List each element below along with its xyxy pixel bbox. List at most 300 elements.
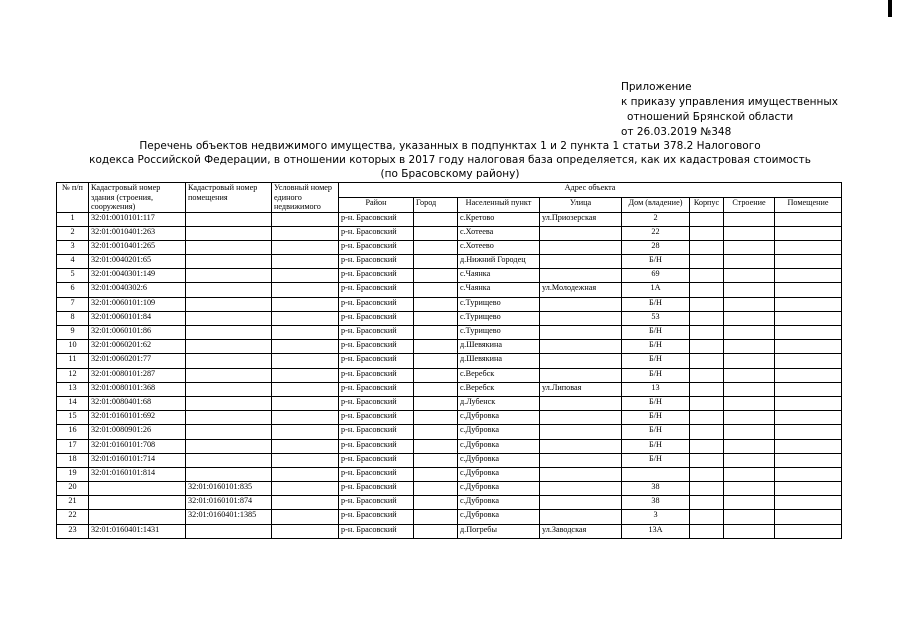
appendix-line-1: Приложение (621, 81, 692, 93)
stroenie-cell (724, 425, 775, 439)
street-cell (540, 340, 622, 354)
pomeshenie-cell (775, 368, 842, 382)
stroenie-cell (724, 396, 775, 410)
pomeshenie-cell (775, 212, 842, 226)
building-cadastral-cell: 32:01:0080901:26 (89, 425, 186, 439)
stroenie-cell (724, 212, 775, 226)
street-cell: ул.Липовая (540, 382, 622, 396)
complex-number-cell (272, 326, 339, 340)
complex-number-cell (272, 269, 339, 283)
settlement-cell: с.Дубровка (458, 496, 540, 510)
city-cell (414, 283, 458, 297)
room-cadastral-cell (186, 240, 272, 254)
city-cell (414, 354, 458, 368)
table-row (57, 496, 842, 510)
city-cell (414, 439, 458, 453)
pomeshenie-cell (775, 297, 842, 311)
stroenie-cell (724, 524, 775, 538)
city-cell (414, 524, 458, 538)
street-cell (540, 311, 622, 325)
complex-number-cell (272, 482, 339, 496)
district-cell: р-н. Брасовский (339, 411, 414, 425)
pomeshenie-cell (775, 453, 842, 467)
room-cadastral-cell: 32:01:0160101:874 (186, 496, 272, 510)
header-building: Кадастровый номер здания (строения, сооружения) (89, 183, 186, 213)
building-cadastral-cell: 32:01:0010401:265 (89, 240, 186, 254)
pomeshenie-cell (775, 269, 842, 283)
complex-number-cell (272, 396, 339, 410)
document-title (60, 139, 840, 181)
table-body (57, 212, 842, 538)
house-cell: 1А (622, 283, 690, 297)
complex-number-cell (272, 354, 339, 368)
street-cell (540, 354, 622, 368)
city-cell (414, 326, 458, 340)
district-cell: р-н. Брасовский (339, 439, 414, 453)
district-cell: р-н. Брасовский (339, 212, 414, 226)
stroenie-cell (724, 354, 775, 368)
building-cadastral-cell: 32:01:0060101:86 (89, 326, 186, 340)
city-cell (414, 396, 458, 410)
complex-number-cell (272, 311, 339, 325)
house-cell: Б/Н (622, 255, 690, 269)
house-cell: Б/Н (622, 453, 690, 467)
street-cell (540, 396, 622, 410)
complex-number-cell (272, 524, 339, 538)
settlement-cell: с.Чаянка (458, 269, 540, 283)
table-row (57, 467, 842, 481)
house-cell: Б/Н (622, 396, 690, 410)
city-cell (414, 411, 458, 425)
settlement-cell: с.Турищево (458, 326, 540, 340)
pomeshenie-cell (775, 255, 842, 269)
row-number-cell: 7 (57, 297, 89, 311)
settlement-cell: с.Хотеева (458, 226, 540, 240)
building-cadastral-cell: 32:01:0160401:1431 (89, 524, 186, 538)
building-cadastral-cell: 32:01:0040301:149 (89, 269, 186, 283)
pomeshenie-cell (775, 354, 842, 368)
district-cell: р-н. Брасовский (339, 297, 414, 311)
city-cell (414, 269, 458, 283)
stroenie-cell (724, 297, 775, 311)
table-row (57, 240, 842, 254)
building-cadastral-cell: 32:01:0040201:65 (89, 255, 186, 269)
district-cell: р-н. Брасовский (339, 311, 414, 325)
settlement-cell: д.Шевякина (458, 340, 540, 354)
room-cadastral-cell (186, 297, 272, 311)
house-cell: Б/Н (622, 368, 690, 382)
street-cell (540, 240, 622, 254)
room-cadastral-cell (186, 382, 272, 396)
table-row (57, 212, 842, 226)
street-cell (540, 467, 622, 481)
settlement-cell: д.Шевякина (458, 354, 540, 368)
district-cell: р-н. Брасовский (339, 496, 414, 510)
district-cell: р-н. Брасовский (339, 482, 414, 496)
complex-number-cell (272, 212, 339, 226)
table-row (57, 269, 842, 283)
city-cell (414, 340, 458, 354)
pomeshenie-cell (775, 326, 842, 340)
table-row (57, 524, 842, 538)
building-cadastral-cell: 32:01:0040302:6 (89, 283, 186, 297)
table-row (57, 453, 842, 467)
house-cell: 22 (622, 226, 690, 240)
room-cadastral-cell (186, 524, 272, 538)
building-cadastral-cell: 32:01:0060101:109 (89, 297, 186, 311)
stroenie-cell (724, 340, 775, 354)
room-cadastral-cell (186, 226, 272, 240)
district-cell: р-н. Брасовский (339, 467, 414, 481)
building-cadastral-cell: 32:01:0010101:117 (89, 212, 186, 226)
row-number-cell: 5 (57, 269, 89, 283)
room-cadastral-cell: 32:01:0160401:1385 (186, 510, 272, 524)
header-complex: Условный номер единого недвижимого (272, 183, 339, 213)
complex-number-cell (272, 226, 339, 240)
table-row (57, 439, 842, 453)
house-cell: Б/Н (622, 439, 690, 453)
settlement-cell: с.Кретово (458, 212, 540, 226)
street-cell (540, 297, 622, 311)
street-cell (540, 269, 622, 283)
complex-number-cell (272, 439, 339, 453)
header-street: Улица (540, 197, 622, 212)
settlement-cell: д.Нижний Городец (458, 255, 540, 269)
row-number-cell: 20 (57, 482, 89, 496)
pomeshenie-cell (775, 496, 842, 510)
room-cadastral-cell (186, 212, 272, 226)
korpus-cell (690, 354, 724, 368)
stroenie-cell (724, 283, 775, 297)
pomeshenie-cell (775, 524, 842, 538)
row-number-cell: 13 (57, 382, 89, 396)
house-cell: 28 (622, 240, 690, 254)
header-korpus: Корпус (690, 197, 724, 212)
row-number-cell: 10 (57, 340, 89, 354)
building-cadastral-cell (89, 510, 186, 524)
header-num: № п/п (57, 183, 89, 213)
house-cell: Б/Н (622, 411, 690, 425)
room-cadastral-cell (186, 425, 272, 439)
complex-number-cell (272, 297, 339, 311)
complex-number-cell (272, 453, 339, 467)
pomeshenie-cell (775, 510, 842, 524)
appendix-line-2: к приказу управления имущественных (621, 96, 838, 108)
korpus-cell (690, 453, 724, 467)
district-cell: р-н. Брасовский (339, 340, 414, 354)
district-cell: р-н. Брасовский (339, 368, 414, 382)
house-cell: 38 (622, 496, 690, 510)
stroenie-cell (724, 382, 775, 396)
street-cell (540, 411, 622, 425)
city-cell (414, 453, 458, 467)
room-cadastral-cell (186, 411, 272, 425)
header-pomeshenie: Помещение (775, 197, 842, 212)
pomeshenie-cell (775, 411, 842, 425)
row-number-cell: 23 (57, 524, 89, 538)
street-cell (540, 453, 622, 467)
building-cadastral-cell: 32:01:0060101:84 (89, 311, 186, 325)
settlement-cell: с.Хотеево (458, 240, 540, 254)
korpus-cell (690, 340, 724, 354)
settlement-cell: с.Дубровка (458, 411, 540, 425)
settlement-cell: с.Дубровка (458, 425, 540, 439)
row-number-cell: 18 (57, 453, 89, 467)
complex-number-cell (272, 368, 339, 382)
pomeshenie-cell (775, 467, 842, 481)
korpus-cell (690, 467, 724, 481)
complex-number-cell (272, 340, 339, 354)
stroenie-cell (724, 411, 775, 425)
scan-edge-mark (888, 0, 892, 17)
header-district: Район (339, 197, 414, 212)
city-cell (414, 425, 458, 439)
stroenie-cell (724, 482, 775, 496)
city-cell (414, 368, 458, 382)
street-cell (540, 496, 622, 510)
stroenie-cell (724, 453, 775, 467)
district-cell: р-н. Брасовский (339, 524, 414, 538)
house-cell: 53 (622, 311, 690, 325)
stroenie-cell (724, 368, 775, 382)
building-cadastral-cell: 32:01:0080401:68 (89, 396, 186, 410)
street-cell: ул.Молодежная (540, 283, 622, 297)
stroenie-cell (724, 240, 775, 254)
korpus-cell (690, 496, 724, 510)
table-row (57, 311, 842, 325)
settlement-cell: с.Дубровка (458, 453, 540, 467)
house-cell: Б/Н (622, 340, 690, 354)
row-number-cell: 21 (57, 496, 89, 510)
settlement-cell: с.Дубровка (458, 467, 540, 481)
table-row (57, 510, 842, 524)
complex-number-cell (272, 283, 339, 297)
korpus-cell (690, 212, 724, 226)
settlement-cell: с.Чаянка (458, 283, 540, 297)
house-cell (622, 467, 690, 481)
property-table (56, 182, 842, 539)
row-number-cell: 11 (57, 354, 89, 368)
street-cell (540, 368, 622, 382)
complex-number-cell (272, 382, 339, 396)
city-cell (414, 467, 458, 481)
building-cadastral-cell (89, 482, 186, 496)
room-cadastral-cell: 32:01:0160101:835 (186, 482, 272, 496)
header-stroenie: Строение (724, 197, 775, 212)
pomeshenie-cell (775, 439, 842, 453)
stroenie-cell (724, 226, 775, 240)
table-row (57, 482, 842, 496)
appendix-line-4: от 26.03.2019 №348 (621, 126, 732, 138)
complex-number-cell (272, 496, 339, 510)
stroenie-cell (724, 326, 775, 340)
appendix-line-3: отношений Брянской области (627, 111, 794, 123)
district-cell: р-н. Брасовский (339, 453, 414, 467)
pomeshenie-cell (775, 396, 842, 410)
title-line-1: Перечень объектов недвижимого имущества, указанных в подпунктах 1 и 2 пункта 1 статьи 378.2 Налогового (139, 140, 761, 152)
city-cell (414, 482, 458, 496)
room-cadastral-cell (186, 269, 272, 283)
table-row (57, 297, 842, 311)
pomeshenie-cell (775, 340, 842, 354)
district-cell: р-н. Брасовский (339, 269, 414, 283)
building-cadastral-cell: 32:01:0160101:814 (89, 467, 186, 481)
table-row (57, 326, 842, 340)
building-cadastral-cell: 32:01:0080101:368 (89, 382, 186, 396)
table-row (57, 396, 842, 410)
stroenie-cell (724, 311, 775, 325)
district-cell: р-н. Брасовский (339, 326, 414, 340)
korpus-cell (690, 326, 724, 340)
settlement-cell: с.Дубровка (458, 510, 540, 524)
room-cadastral-cell (186, 326, 272, 340)
street-cell: ул.Заводская (540, 524, 622, 538)
appendix-block (621, 80, 838, 140)
row-number-cell: 16 (57, 425, 89, 439)
korpus-cell (690, 368, 724, 382)
pomeshenie-cell (775, 382, 842, 396)
korpus-cell (690, 226, 724, 240)
building-cadastral-cell (89, 496, 186, 510)
district-cell: р-н. Брасовский (339, 510, 414, 524)
stroenie-cell (724, 510, 775, 524)
settlement-cell: с.Веребск (458, 368, 540, 382)
korpus-cell (690, 396, 724, 410)
city-cell (414, 212, 458, 226)
table-row (57, 340, 842, 354)
settlement-cell: с.Дубровка (458, 482, 540, 496)
complex-number-cell (272, 240, 339, 254)
complex-number-cell (272, 467, 339, 481)
house-cell: Б/Н (622, 425, 690, 439)
header-house: Дом (владение) (622, 197, 690, 212)
row-number-cell: 6 (57, 283, 89, 297)
header-address: Адрес объекта (339, 183, 842, 198)
row-number-cell: 19 (57, 467, 89, 481)
house-cell: 13А (622, 524, 690, 538)
building-cadastral-cell: 32:01:0160101:708 (89, 439, 186, 453)
street-cell (540, 425, 622, 439)
korpus-cell (690, 283, 724, 297)
district-cell: р-н. Брасовский (339, 255, 414, 269)
street-cell (540, 482, 622, 496)
stroenie-cell (724, 496, 775, 510)
building-cadastral-cell: 32:01:0010401:263 (89, 226, 186, 240)
header-room: Кадастровый номер помещения (186, 183, 272, 213)
korpus-cell (690, 255, 724, 269)
district-cell: р-н. Брасовский (339, 240, 414, 254)
row-number-cell: 1 (57, 212, 89, 226)
room-cadastral-cell (186, 311, 272, 325)
row-number-cell: 8 (57, 311, 89, 325)
room-cadastral-cell (186, 467, 272, 481)
settlement-cell: д.Лубенск (458, 396, 540, 410)
house-cell: Б/Н (622, 297, 690, 311)
row-number-cell: 12 (57, 368, 89, 382)
header-city: Город (414, 197, 458, 212)
table-row (57, 411, 842, 425)
korpus-cell (690, 297, 724, 311)
house-cell: 2 (622, 212, 690, 226)
street-cell (540, 326, 622, 340)
district-cell: р-н. Брасовский (339, 382, 414, 396)
district-cell: р-н. Брасовский (339, 283, 414, 297)
pomeshenie-cell (775, 226, 842, 240)
settlement-cell: д.Погребы (458, 524, 540, 538)
table-row (57, 283, 842, 297)
title-line-3: (по Брасовскому району) (380, 168, 520, 180)
house-cell: 69 (622, 269, 690, 283)
house-cell: 38 (622, 482, 690, 496)
complex-number-cell (272, 411, 339, 425)
settlement-cell: с.Турищево (458, 311, 540, 325)
pomeshenie-cell (775, 283, 842, 297)
korpus-cell (690, 510, 724, 524)
row-number-cell: 14 (57, 396, 89, 410)
pomeshenie-cell (775, 311, 842, 325)
pomeshenie-cell (775, 482, 842, 496)
complex-number-cell (272, 255, 339, 269)
row-number-cell: 2 (57, 226, 89, 240)
table-row (57, 382, 842, 396)
city-cell (414, 496, 458, 510)
house-cell: 3 (622, 510, 690, 524)
korpus-cell (690, 382, 724, 396)
korpus-cell (690, 524, 724, 538)
room-cadastral-cell (186, 283, 272, 297)
complex-number-cell (272, 510, 339, 524)
building-cadastral-cell: 32:01:0080101:287 (89, 368, 186, 382)
street-cell (540, 255, 622, 269)
korpus-cell (690, 425, 724, 439)
title-line-2: кодекса Российской Федерации, в отношении которых в 2017 году налоговая база определяется, как их кадастровая стоимость (89, 154, 811, 166)
room-cadastral-cell (186, 396, 272, 410)
korpus-cell (690, 269, 724, 283)
street-cell: ул.Приозерская (540, 212, 622, 226)
street-cell (540, 439, 622, 453)
table-row (57, 226, 842, 240)
korpus-cell (690, 439, 724, 453)
room-cadastral-cell (186, 255, 272, 269)
table-row (57, 354, 842, 368)
korpus-cell (690, 240, 724, 254)
building-cadastral-cell: 32:01:0160101:692 (89, 411, 186, 425)
street-cell (540, 226, 622, 240)
row-number-cell: 3 (57, 240, 89, 254)
room-cadastral-cell (186, 439, 272, 453)
room-cadastral-cell (186, 368, 272, 382)
street-cell (540, 510, 622, 524)
row-number-cell: 17 (57, 439, 89, 453)
row-number-cell: 4 (57, 255, 89, 269)
district-cell: р-н. Брасовский (339, 226, 414, 240)
korpus-cell (690, 411, 724, 425)
row-number-cell: 9 (57, 326, 89, 340)
city-cell (414, 226, 458, 240)
stroenie-cell (724, 269, 775, 283)
room-cadastral-cell (186, 453, 272, 467)
city-cell (414, 382, 458, 396)
stroenie-cell (724, 467, 775, 481)
settlement-cell: с.Дубровка (458, 439, 540, 453)
room-cadastral-cell (186, 340, 272, 354)
district-cell: р-н. Брасовский (339, 396, 414, 410)
district-cell: р-н. Брасовский (339, 354, 414, 368)
building-cadastral-cell: 32:01:0160101:714 (89, 453, 186, 467)
row-number-cell: 15 (57, 411, 89, 425)
district-cell: р-н. Брасовский (339, 425, 414, 439)
house-cell: 13 (622, 382, 690, 396)
